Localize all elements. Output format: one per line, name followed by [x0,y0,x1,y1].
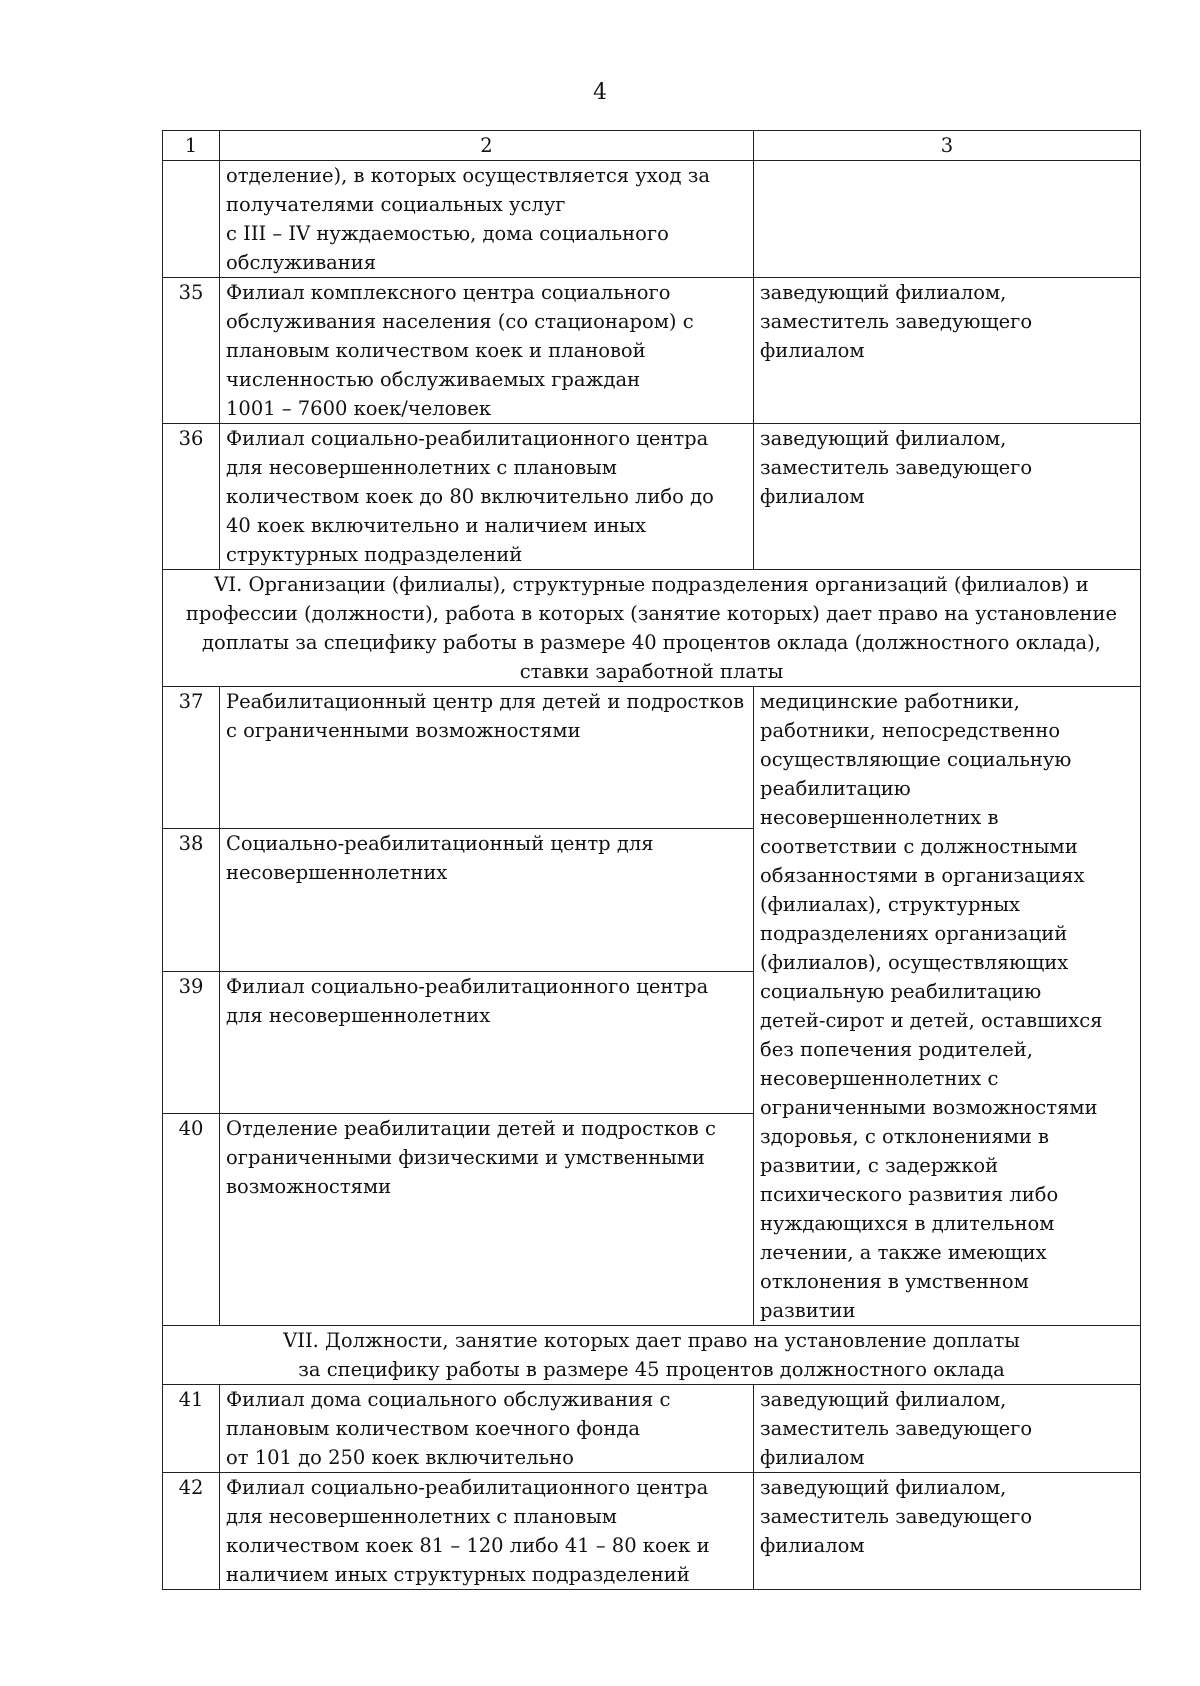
text-line: Социально-реабилитационный центр для [226,832,654,856]
header-cell: 3 [754,131,1141,161]
text-line: с III – IV нуждаемостью, дома социального [226,222,669,245]
text-line: профессии (должности), работа в которых (занятие которых) дает право на установление [185,602,1118,625]
row-positions [754,161,1141,278]
text-line: медицинские работники, [760,690,1020,713]
text-line: заведующий филиалом, [760,427,1007,450]
text-line: нуждающихся в длительном [760,1212,1055,1235]
table-row [163,161,1141,278]
row-number [163,161,220,278]
row-number: 39 [163,971,220,1113]
header-cell: 2 [220,131,754,161]
text-line: 40 коек включительно и наличием иных [226,514,647,537]
text-line: Филиал социально-реабилитационного центра [226,427,709,450]
text-line: обязанностями в организациях [760,864,1085,887]
text-line: заместитель заведующего [760,1417,1033,1440]
text-line: (филиалах), структурных [760,893,1021,916]
table-row [163,687,1141,829]
text-line: Филиал комплексного центра социального [226,281,671,304]
text-line: Отделение реабилитации детей и подростков с [226,1116,716,1140]
text-line: для несовершеннолетних с плановым [226,1505,617,1528]
text-line: реабилитацию [760,777,911,800]
text-line: Филиал социально-реабилитационного центра [226,1476,709,1499]
text-line: Филиал дома социального обслуживания с [226,1388,671,1411]
text-line: возможностями [226,1174,392,1198]
text-line: несовершеннолетних в [760,806,999,829]
text-line: 1001 – 7600 коек/человек [226,397,492,420]
text-line: заместитель заведующего [760,1505,1033,1528]
section-heading-row [163,1326,1141,1385]
row-description [220,278,754,424]
text-line: для несовершеннолетних с плановым [226,456,617,479]
text-line: без попечения родителей, [760,1038,1033,1061]
text-line: психического развития либо [760,1183,1059,1206]
text-line: от 101 до 250 коек включительно [226,1446,574,1469]
row-number: 35 [163,278,220,424]
text-line: работники, непосредственно [760,719,1061,742]
text-line: филиалом [760,1446,865,1469]
text-line: обслуживания [226,251,377,274]
row-description [220,1113,754,1325]
row-description [220,161,754,278]
text-line: заведующий филиалом, [760,281,1007,304]
row-description [220,687,754,829]
row-description [220,424,754,570]
positions-table [162,130,1141,1590]
text-line: с ограниченными возможностями [226,719,581,742]
row-description [220,829,754,971]
text-line: ставки заработной платы [519,660,784,683]
text-line: социальную реабилитацию [760,980,1042,1003]
text-line: ограниченными физическими и умственными [226,1145,705,1169]
text-line: заместитель заведующего [760,456,1033,479]
text-line: лечении, а также имеющих [760,1241,1047,1264]
row-number: 36 [163,424,220,570]
row-positions [754,278,1141,424]
text-line: подразделениях организаций [760,922,1068,945]
text-line: ограниченными возможностями [760,1096,1098,1119]
table-row [163,1473,1141,1590]
table-row [163,424,1141,570]
row-description [220,1473,754,1590]
text-line: Филиал социально-реабилитационного центра [226,974,709,998]
row-positions [754,424,1141,570]
text-line: заместитель заведующего [760,310,1033,333]
text-line: детей-сирот и детей, оставшихся [760,1009,1103,1032]
row-number: 41 [163,1385,220,1473]
text-line: доплаты за специфику работы в размере 40 процентов оклада (должностного оклада), [202,631,1101,654]
text-line: количеством коек до 80 включительно либо до [226,485,714,508]
row-positions [754,1473,1141,1590]
table-row [163,1385,1141,1473]
text-line: плановым количеством коечного фонда [226,1417,641,1440]
text-line: филиалом [760,485,865,508]
page-number: 4 [593,80,607,105]
row-positions-merged [754,687,1141,1326]
text-line: для несовершеннолетних [226,1003,491,1027]
text-line: несовершеннолетних с [760,1067,999,1090]
text-line: несовершеннолетних [226,861,448,885]
row-description [220,971,754,1113]
text-line: филиалом [760,339,865,362]
text-line: (филиалов), осуществляющих [760,951,1069,974]
text-line: Реабилитационный центр для детей и подростков [226,690,745,713]
text-line: осуществляющие социальную [760,748,1072,771]
row-description [220,1385,754,1473]
text-line: структурных подразделений [226,543,523,566]
table-row [163,278,1141,424]
text-line: развитии, с задержкой [760,1154,999,1177]
row-number: 42 [163,1473,220,1590]
text-line: обслуживания населения (со стационаром) с [226,310,694,333]
text-line: соответствии с должностными [760,835,1078,858]
text-line: развитии [760,1299,856,1322]
header-cell: 1 [163,131,220,161]
text-line: наличием иных структурных подразделений [226,1563,690,1586]
row-number: 38 [163,829,220,971]
text-line: здоровья, с отклонениями в [760,1125,1050,1148]
text-line: за специфику работы в размере 45 процентов должностного оклада [298,1358,1005,1381]
row-number: 40 [163,1113,220,1325]
section-heading-row [163,570,1141,687]
text-line: количеством коек 81 – 120 либо 41 – 80 коек и [226,1534,710,1557]
text-line: получателями социальных услуг [226,193,566,216]
text-line: плановым количеством коек и плановой [226,339,646,362]
text-line: численностью обслуживаемых граждан [226,368,641,391]
text-line: VII. Должности, занятие которых дает право на установление доплаты [283,1329,1020,1352]
text-line: отделение), в которых осуществляется уход за [226,164,710,187]
row-positions [754,1385,1141,1473]
section-heading-vi [163,570,1141,687]
text-line: заведующий филиалом, [760,1388,1007,1411]
section-heading-vii [163,1326,1141,1385]
table-header-row [163,131,1141,161]
text-line: отклонения в умственном [760,1270,1029,1293]
row-number: 37 [163,687,220,829]
text-line: филиалом [760,1534,865,1557]
text-line: заведующий филиалом, [760,1476,1007,1499]
text-line: VI. Организации (филиалы), структурные подразделения организаций (филиалов) и [214,573,1089,596]
